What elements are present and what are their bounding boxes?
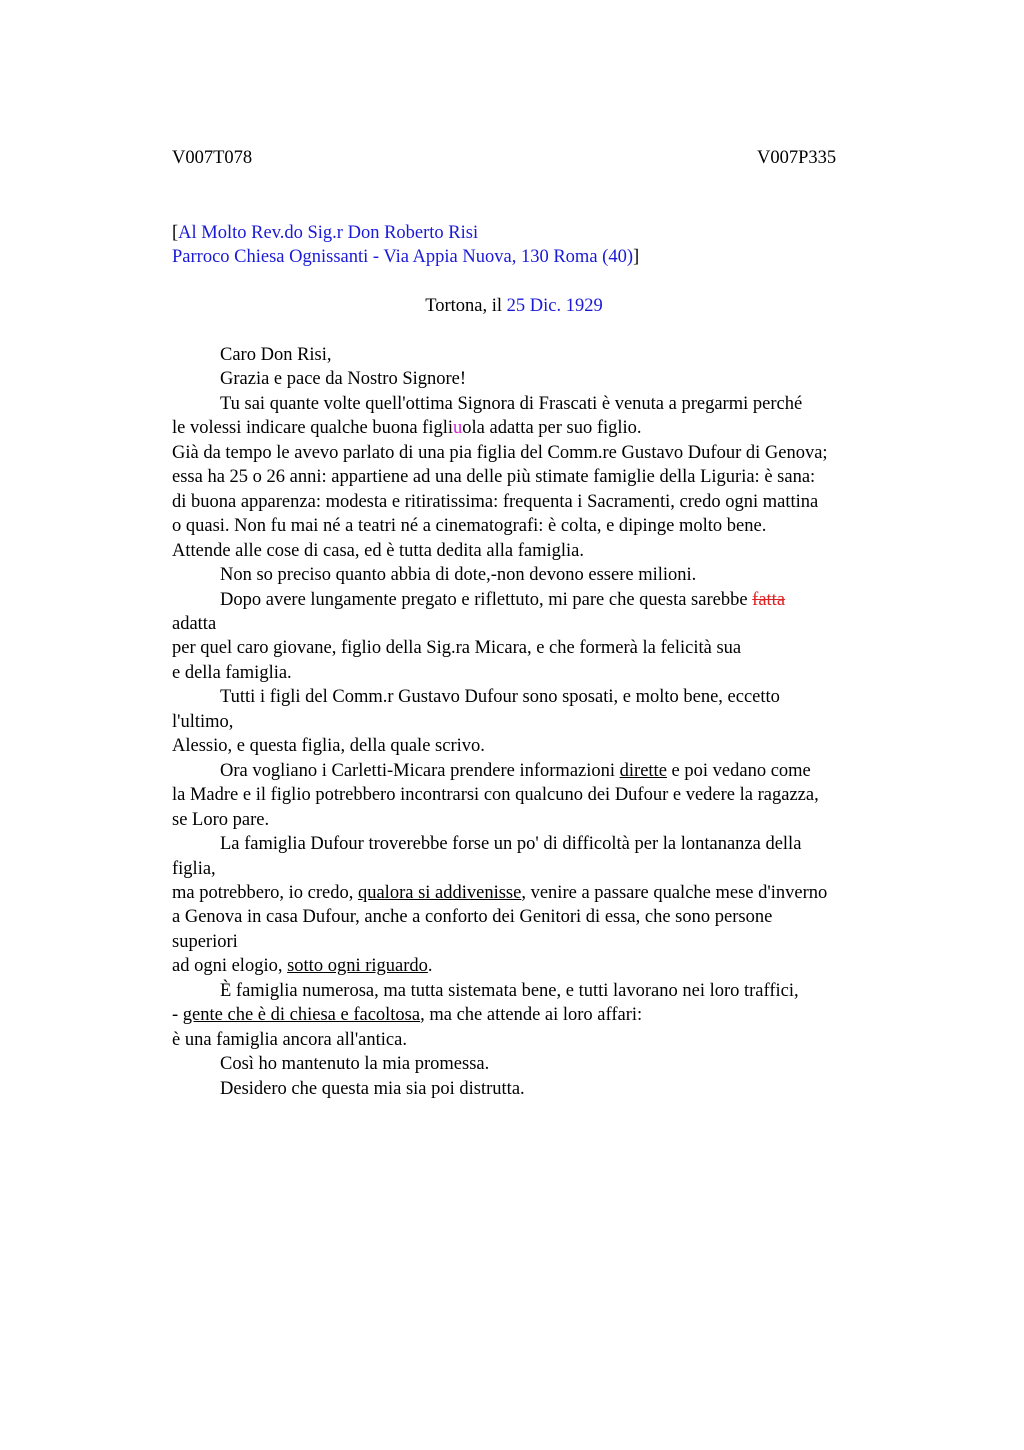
letter-line: è una famiglia ancora all'antica. (172, 1029, 407, 1050)
address-line-2 (172, 245, 639, 269)
letter-line: e della famiglia. (172, 662, 292, 683)
letter-underlined-text: gente che è di chiesa e facoltosa (182, 1005, 421, 1026)
letter-line: l'ultimo, (172, 711, 234, 732)
letter-line (172, 881, 932, 905)
letter-underlined-text: qualora si addivenisse (357, 882, 522, 903)
address-block (172, 221, 639, 270)
letter-line: se Loro pare. (172, 809, 270, 830)
letter-line: la Madre e il figlio potrebbero incontrarsi con qualcuno dei Dufour e vedere la ragazza, (172, 785, 819, 806)
letter-line (172, 588, 932, 612)
letter-line: La famiglia Dufour troverebbe forse un po' di difficoltà per la lontananza della (220, 834, 802, 855)
letter-text: ma potrebbero, io credo, (172, 882, 358, 903)
letter-text: le volessi indicare qualche buona figli (172, 418, 454, 439)
letter-text: ad ogni elogio, (172, 956, 288, 977)
address-line-1 (172, 221, 639, 245)
letter-closing: Desidero che questa mia sia poi distrutta. (220, 1078, 525, 1099)
dateline (0, 294, 1024, 318)
letter-line: Così ho mantenuto la mia promessa. (220, 1054, 490, 1075)
letter-text: - (172, 1005, 183, 1026)
address-open-bracket: [ (172, 223, 179, 243)
letter-line: Tu sai quante volte quell'ottima Signora di Frascati è venuta a pregarmi perché (220, 393, 803, 414)
letter-line: Alessio, e questa figlia, della quale scrivo. (172, 736, 485, 757)
address-close-bracket: ] (632, 247, 640, 268)
letter-line: Già da tempo le avevo parlato di una pia figlia del Comm.re Gustavo Dufour di Genova; (172, 442, 828, 463)
dateline-date: 25 Dic. 1929 (506, 296, 603, 316)
letter-deleted-word: fatta (752, 589, 786, 610)
letter-text: , venire a passare qualche mese d'inverno (521, 882, 828, 903)
letter-text: Ora vogliano i Carletti-Micara prendere informazioni (220, 760, 620, 781)
letter-greeting: Caro Don Risi, (220, 345, 332, 365)
letter-text: , ma che attende ai loro affari: (420, 1005, 643, 1026)
address-location: Parroco Chiesa Ognissanti - Via Appia Nuova, 130 Roma (40) (172, 247, 633, 268)
letter-line (172, 1003, 932, 1027)
letter-blessing: Grazia e pace da Nostro Signore! (220, 369, 467, 390)
letter-line (172, 954, 932, 978)
letter-line: Tutti i figli del Comm.r Gustavo Dufour sono sposati, e molto bene, eccetto (220, 687, 780, 708)
letter-line: Non so preciso quanto abbia di dote,-non devono essere milioni. (220, 565, 697, 586)
letter-line: adatta (172, 613, 217, 634)
letter-text: . (427, 956, 433, 977)
letter-line: figlia, (172, 858, 216, 879)
letter-underlined-text: dirette (619, 760, 667, 781)
letter-line: superiori (172, 931, 238, 952)
letter-underlined-text: sotto ogni riguardo (287, 956, 428, 977)
letter-line: o quasi. Non fu mai né a teatri né a cinematografi: è colta, e dipinge molto bene. (172, 516, 767, 537)
address-recipient: Al Molto Rev.do Sig.r Don Roberto Risi (178, 223, 479, 243)
letter-line: per quel caro giovane, figlio della Sig.ra Micara, e che formerà la felicità sua (172, 638, 742, 659)
letter-line: È famiglia numerosa, ma tutta sistemata bene, e tutti lavorano nei loro traffici, (220, 980, 799, 1001)
letter-correction-mark: u (453, 418, 463, 439)
letter-text: Dopo avere lungamente pregato e riflettuto, mi pare che questa sarebbe (220, 589, 753, 610)
letter-body (172, 343, 932, 1101)
letter-text: e poi vedano come (666, 760, 811, 781)
document-code-right: V007P335 (757, 148, 837, 168)
letter-line: a Genova in casa Dufour, anche a conforto dei Genitori di essa, che sono persone (172, 907, 773, 928)
letter-line (172, 759, 932, 783)
dateline-place: Tortona, il (425, 296, 507, 316)
letter-line: essa ha 25 o 26 anni: appartiene ad una delle più stimate famiglie della Liguria: è sana: (172, 467, 816, 488)
letter-line: Attende alle cose di casa, ed è tutta dedita alla famiglia. (172, 540, 584, 561)
letter-line (172, 416, 932, 440)
letter-line: di buona apparenza: modesta e ritiratissima: frequenta i Sacramenti, credo ogni mattina (172, 491, 819, 512)
document-code-left: V007T078 (172, 148, 253, 168)
letter-text: ola adatta per suo figlio. (462, 418, 642, 439)
